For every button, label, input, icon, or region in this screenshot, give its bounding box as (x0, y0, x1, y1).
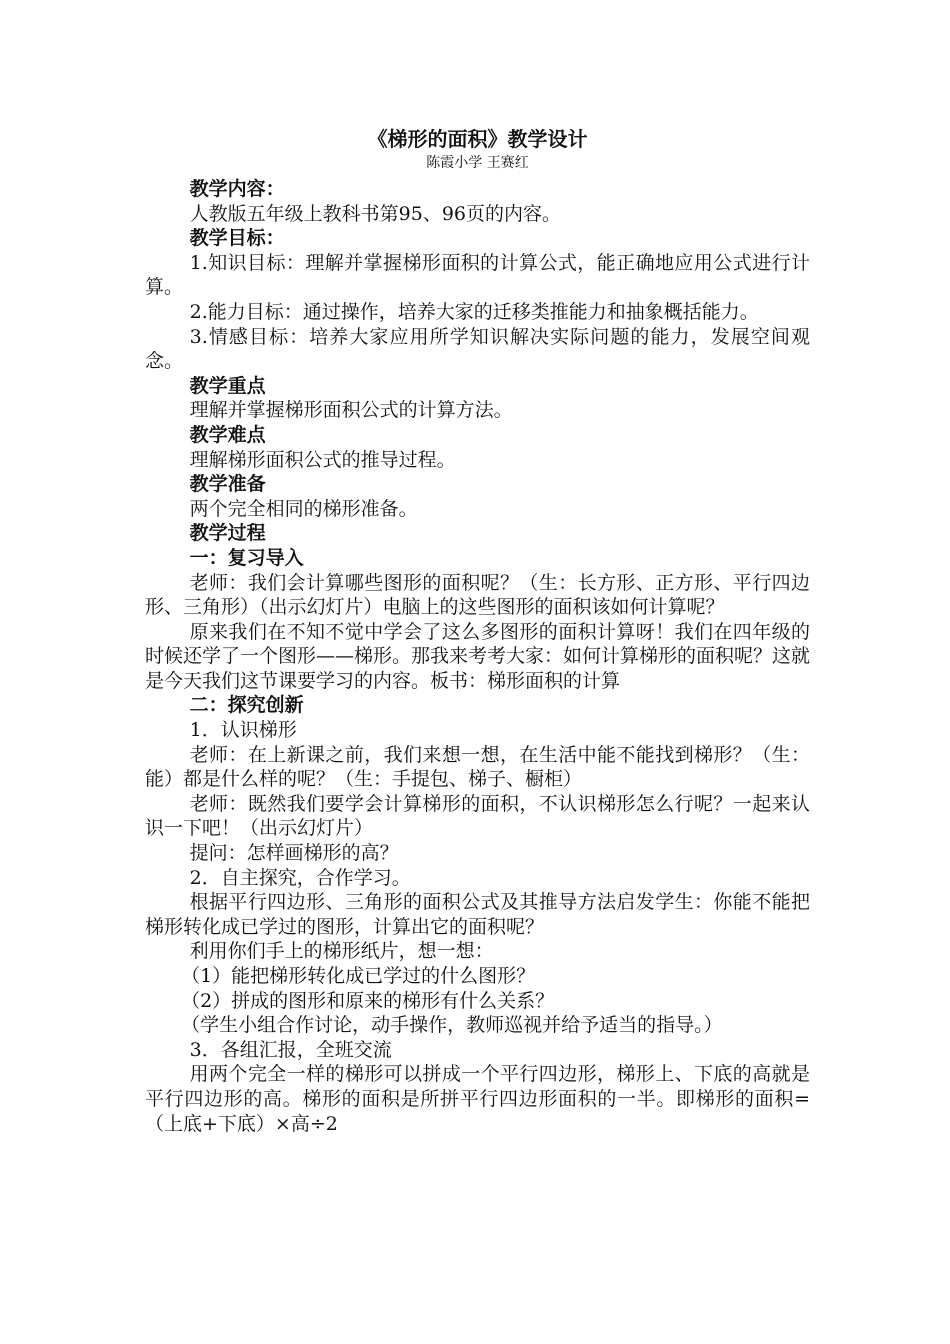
paragraph-difficulty: 理解梯形面积公式的推导过程。 (189, 448, 456, 471)
heading-review: 一：复习导入 (189, 546, 304, 569)
paragraph-review-1: 老师：我们会计算哪些图形的面积呢？（生：长方形、正方形、平行四边形、三角形）（出示幻灯片）电脑上的这些图形的面积该如何计算呢？ (145, 571, 810, 619)
paragraph-step-2a: 根据平行四边形、三角形的面积公式及其推导方法启发学生：你能不能把梯形转化成已学过的图形，计算出它的面积呢？ (145, 891, 810, 938)
paragraph-step-3a: 用两个完全一样的梯形可以拼成一个平行四边形，梯形上、下底的高就是平行四边形的高。梯形的面积是所拼平行四边形面积的一半。即梯形的面积=（上底+下底）×高÷2 (145, 1063, 810, 1135)
paragraph-goal-2: 2.能力目标：通过操作，培养大家的迁移类推能力和抽象概括能力。 (189, 300, 759, 323)
document-author: 陈霞小学 王赛红 (426, 155, 529, 171)
heading-difficulty: 教学难点 (189, 423, 266, 446)
paragraph-content: 人教版五年级上教科书第95、96页的内容。 (189, 202, 561, 225)
document-title: 《梯形的面积》教学设计 (367, 127, 588, 151)
paragraph-key-points: 理解并掌握梯形面积公式的计算方法。 (189, 399, 513, 422)
paragraph-step-2e: （学生小组合作讨论，动手操作，教师巡视并给予适当的指导。） (181, 1014, 723, 1037)
paragraph-step-1: 1．认识梯形 (189, 719, 297, 742)
paragraph-step-1a: 老师：在上新课之前，我们来想一想，在生活中能不能找到梯形？（生：能）都是什么样的呢？（生：手提包、梯子、橱柜） (145, 743, 810, 791)
heading-teaching-goals: 教学目标： (189, 227, 285, 250)
document-page (145, 120, 810, 1136)
paragraph-step-3: 3．各组汇报，全班交流 (189, 1038, 392, 1061)
heading-teaching-content: 教学内容： (189, 178, 285, 200)
heading-preparation: 教学准备 (189, 473, 266, 496)
paragraph-review-2: 原来我们在不知不觉中学会了这么多图形的面积计算呀！我们在四年级的时候还学了一个图形——梯形。那我来考考大家：如何计算梯形的面积呢？这就是今天我们这节课要学习的内容。板书：梯形面积的计算 (145, 620, 811, 692)
heading-explore: 二：探究创新 (189, 694, 304, 717)
paragraph-step-2b: 利用你们手上的梯形纸片，想一想： (189, 940, 494, 963)
paragraph-goal-3: 3.情感目标：培养大家应用所学知识解决实际问题的能力，发展空间观念。 (145, 325, 810, 373)
paragraph-step-2: 2．自主探究，合作学习。 (189, 866, 411, 889)
paragraph-preparation: 两个完全相同的梯形准备。 (189, 497, 418, 520)
paragraph-step-1c: 提问：怎样画梯形的高？ (189, 842, 399, 865)
paragraph-step-2d: （2）拼成的图形和原来的梯形有什么关系？ (181, 989, 555, 1012)
paragraph-step-2c: （1）能把梯形转化成已学过的什么图形？ (181, 965, 536, 987)
heading-process: 教学过程 (189, 522, 266, 545)
heading-key-points: 教学重点 (189, 374, 266, 397)
paragraph-goal-1: 1.知识目标：理解并掌握梯形面积的计算公式，能正确地应用公式进行计算。 (145, 251, 810, 299)
paragraph-step-1b: 老师：既然我们要学会计算梯形的面积，不认识梯形怎么行呢？一起来认识一下吧！（出示幻灯片） (145, 792, 810, 840)
